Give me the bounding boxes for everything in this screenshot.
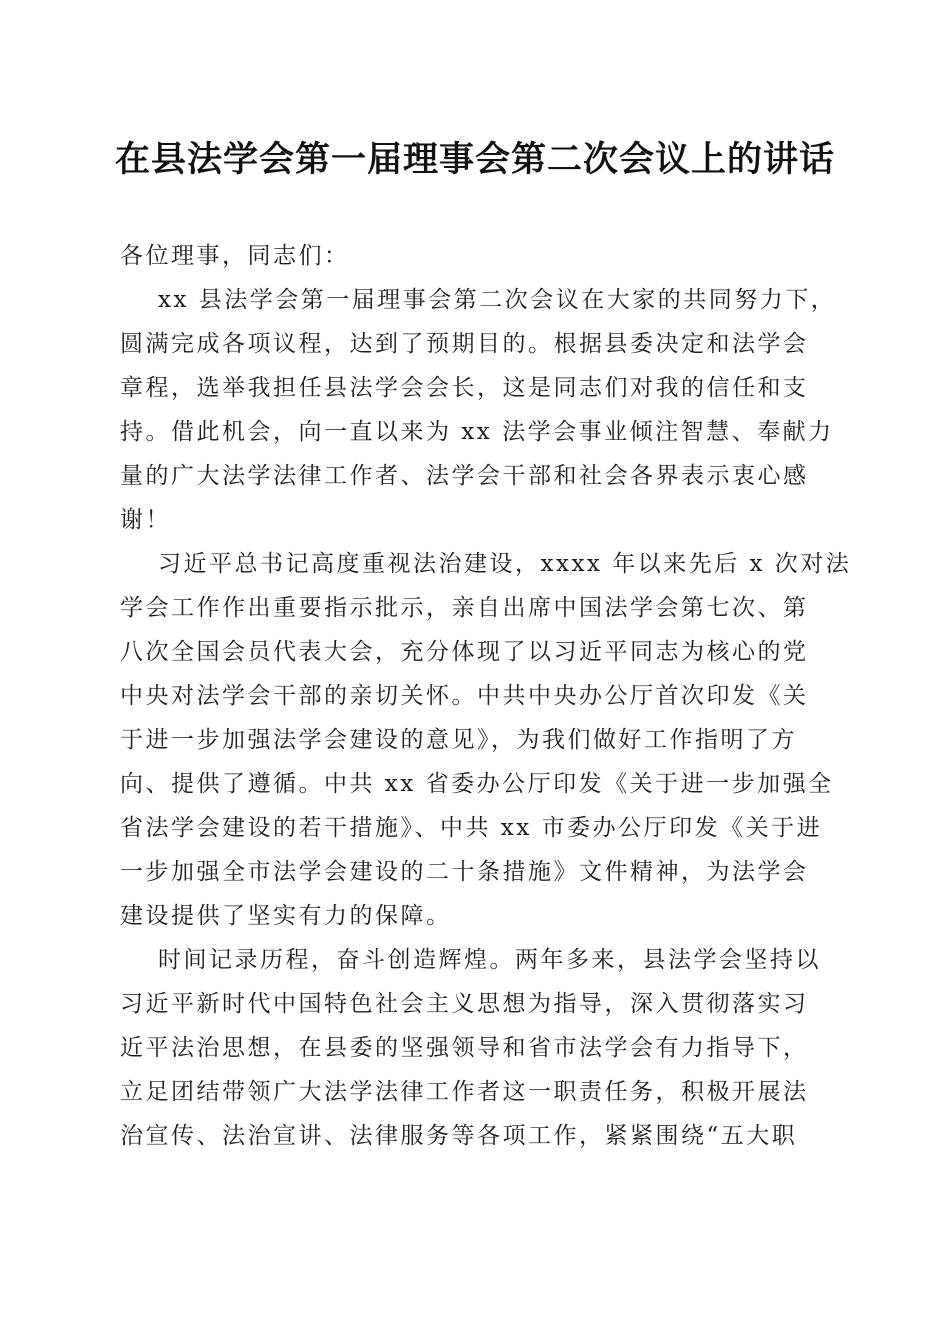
paragraph-line: 近平法治思想，在县委的坚强领导和省市法学会有力指导下， (120, 1035, 809, 1061)
paragraph-line: 中央对法学会干部的亲切关怀。中共中央办公厅首次印发《关 (120, 683, 809, 709)
paragraph-line: 八次全国会员代表大会，充分体现了以习近平同志为核心的党 (120, 639, 809, 665)
paragraph-2 (120, 542, 852, 938)
paragraph-line: 治宣传、法治宣讲、法律服务等各项工作，紧紧围绕“五大职 (120, 1123, 798, 1149)
salutation: 各位理事，同志们： (120, 243, 350, 269)
paragraph-line: xx 县法学会第一届理事会第二次会议在大家的共同努力下， (158, 287, 837, 313)
paragraph-line: 持。借此机会，向一直以来为 xx 法学会事业倾注智慧、奉献力 (120, 419, 834, 445)
paragraph-line: 圆满完成各项议程，达到了预期目的。根据县委决定和法学会 (120, 331, 809, 357)
paragraph-line: 谢！ (120, 507, 171, 533)
paragraph-line: 一步加强全市法学会建设的二十条措施》文件精神，为法学会 (120, 859, 809, 885)
paragraph-line: 学会工作作出重要指示批示，亲自出席中国法学会第七次、第 (120, 595, 809, 621)
paragraph-line: 习近平新时代中国特色社会主义思想为指导，深入贯彻落实习 (120, 991, 809, 1017)
document-body (120, 234, 852, 1158)
paragraph-line: 时间记录历程，奋斗创造辉煌。两年多来，县法学会坚持以 (158, 947, 821, 973)
paragraph-line: 建设提供了坚实有力的保障。 (120, 903, 452, 929)
paragraph-line: 立足团结带领广大法学法律工作者这一职责任务，积极开展法 (120, 1079, 809, 1105)
paragraph-line: 章程，选举我担任县法学会会长，这是同志们对我的信任和支 (120, 375, 809, 401)
paragraph-3 (120, 938, 832, 1158)
paragraph-line: 习近平总书记高度重视法治建设，xxxx 年以来先后 x 次对法 (158, 551, 852, 577)
paragraph-line: 省法学会建设的若干措施》、中共 xx 市委办公厅印发《关于进 (120, 815, 823, 841)
paragraph-line: 向、提供了遵循。中共 xx 省委办公厅印发《关于进一步加强全 (120, 771, 834, 797)
paragraph-1 (120, 278, 837, 542)
document-title: 在县法学会第一届理事会第二次会议上的讲话 (114, 139, 835, 180)
paragraph-line: 量的广大法学法律工作者、法学会干部和社会各界表示衷心感 (120, 463, 809, 489)
paragraph-line: 于进一步加强法学会建设的意见》，为我们做好工作指明了方 (120, 727, 797, 753)
